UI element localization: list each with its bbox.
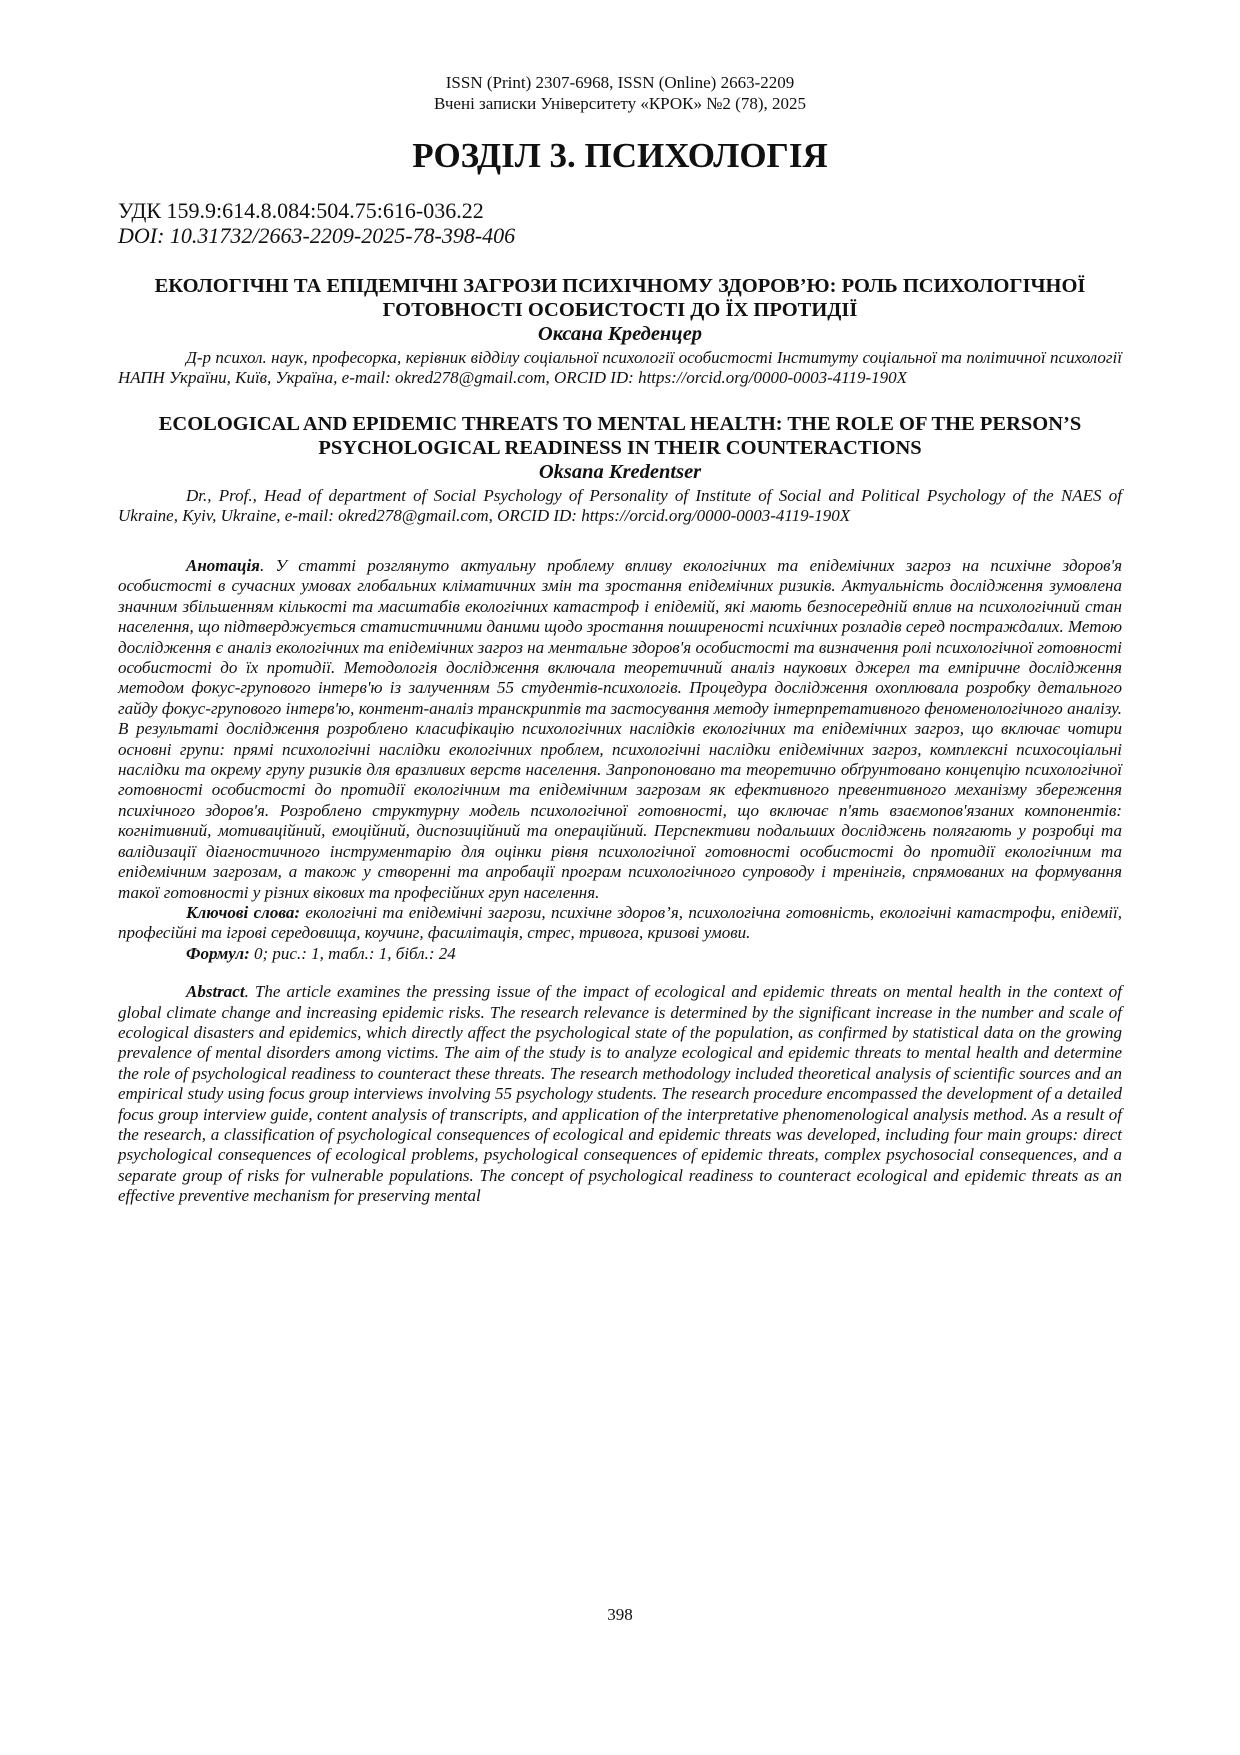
abstract-en	[118, 982, 1122, 1206]
section-title: РОЗДІЛ 3. ПСИХОЛОГІЯ	[412, 136, 828, 175]
doi[interactable]: DOI: 10.31732/2663-2209-2025-78-398-406	[118, 223, 516, 248]
keywords-uk	[118, 903, 1122, 964]
affiliation-uk: Д-р психол. наук, професорка, керівник відділу соціальної психології особистості Інституту соціальної та політичної психології НАПН України, Київ, Україна, e-mail: okred278@gmail.com, ORCID ID: https://orcid.org/0000-0003-4119-190X	[118, 348, 1122, 387]
keywords-text: екологічні та епідемічні загрози, психічне здоров’я, психологічна готовність, екологічні катастрофи, епідемії, професійні та ігрові середовища, коучинг, фасилітація, стрес, тривога, кризові умови.	[118, 902, 1122, 943]
annotation-label: Анотація	[186, 556, 260, 575]
stats-text: 0; рис.: 1, табл.: 1, бібл.: 24	[249, 943, 456, 963]
annotation-paragraph	[118, 556, 1122, 903]
author-name-en: Oksana Kredentser	[538, 461, 702, 483]
stats-label: Формул:	[186, 943, 250, 963]
annotation-uk	[118, 556, 1122, 903]
abstract-label: Abstract	[186, 982, 245, 1002]
article-en	[118, 412, 1122, 526]
issn-line: ISSN (Print) 2307-6968, ISSN (Online) 2663-2209	[445, 73, 795, 92]
abstract-paragraph	[118, 982, 1122, 1206]
abstract-text: . The article examines the pressing issue of the impact of ecological and epidemic threats on mental health in the context of global climate change and increasing epidemic risks. The research relevance is determined by the significant increase in the number and scale of ecological disasters and epidemics, which directly affect the psychological state of the population, as confirmed by statistical data on the growing prevalence of mental disorders among victims. The aim of the study is to analyze ecological and epidemic threats to mental health and determine the role of psychological readiness to counteract these threats. The research methodology included theoretical analysis of scientific sources and an empirical study using focus group interviews involving 55 psychology students. The research procedure encompassed the development of a detailed focus group interview guide, content analysis of transcripts, and application of the interpretative phenomenological analysis method. As a result of the research, a classification of psychological consequences of ecological and epidemic threats was developed, including four main groups: direct psychological consequences of ecological problems, psychological consequences of epidemic threats, complex psychosocial consequences, and a separate group of risks for vulnerable populations. The concept of psychological readiness to counteract ecological and epidemic threats as an effective preventive mechanism for preserving mental	[118, 982, 1122, 1206]
article-title-en: ECOLOGICAL AND EPIDEMIC THREATS TO MENTAL HEALTH: THE ROLE OF THE PERSON’S PSYCHOLOGICAL READINESS IN THEIR COUNTERACTIONS	[158, 413, 1082, 459]
identifiers	[118, 198, 1122, 248]
author-name-uk: Оксана Креденцер	[537, 323, 703, 345]
keywords-paragraph	[118, 903, 1122, 944]
article-title-uk: ЕКОЛОГІЧНІ ТА ЕПІДЕМІЧНІ ЗАГРОЗИ ПСИХІЧНОМУ ЗДОРОВ’Ю: РОЛЬ ПСИХОЛОГІЧНОЇ ГОТОВНОСТІ ОСОБИСТОСТІ ДО ЇХ ПРОТИДІЇ	[154, 275, 1086, 321]
annotation-text: . У статті розглянуто актуальну проблему впливу екологічних та епідемічних загроз на психічне здоров'я особистості в сучасних умовах глобальних кліматичних змін та зростання епідемічних ризиків. Актуальність дослідження зумовлена значним збільшенням кількості та масштабів екологічних катастроф і епідемій, які мають безпосередній вплив на психологічний стан населення, що підтверджується статистичними даними щодо зростання поширеності психічних розладів серед постраждалих. Метою дослідження є аналіз екологічних та епідемічних загроз на ментальне здоров'я особистості та визначення ролі психологічної готовності особистості до їх протидії. Методологія дослідження включала теоретичний аналіз наукових джерел та емпіричне дослідження методом фокус-групового інтерв'ю із залученням 55 студентів-психологів. Процедура дослідження охоплювала розробку детального гайду фокус-групового інтерв'ю, контент-аналіз транскриптів та застосування методу інтерпретативного феноменологічного аналізу. В результаті дослідження розроблено класифікацію психологічних наслідків екологічних та епідемічних загроз, що включає чотири основні групи: прямі психологічні наслідки екологічних проблем, психологічні наслідки епідемічних загроз, комплексні психосоціальні наслідки та окрему групу ризиків для вразливих верств населення. Запропоновано та теоретично обґрунтовано концепцію психологічної готовності особистості до протидії екологічним та епідемічним загрозам як ефективного превентивного механізму збереження психічного здоров'я. Розроблено структурну модель психологічної готовності, що включає п'ять взаємопов'язаних компонентів: когнітивний, мотиваційний, емоційний, диспозиційний та операційний. Перспективи подальших досліджень полягають у розробці та валідизації діагностичного інструментарію для оцінки рівня психологічної готовності особистості до протидії екологічним та епідемічним загрозам, а також у створенні та апробації програм психологічного супроводу і тренінгів, спрямованих на формування такої готовності у різних вікових та професійних груп населення.	[118, 556, 1122, 902]
page-number: 398	[607, 1605, 633, 1624]
udc-code: УДК 159.9:614.8.084:504.75:616-036.22	[118, 198, 484, 223]
journal-line: Вчені записки Університету «КРОК» №2 (78), 2025	[433, 94, 807, 113]
keywords-label: Ключові слова:	[186, 902, 300, 922]
article-uk	[118, 274, 1122, 388]
affiliation-en: Dr., Prof., Head of department of Social Psychology of Personality of Institute of Social and Political Psychology of the NAES of Ukraine, Kyiv, Ukraine, e-mail: okred278@gmail.com, ORCID ID: https://orcid.org/0000-0003-4119-190X	[118, 486, 1122, 525]
running-head	[118, 72, 1122, 114]
stats-paragraph	[118, 944, 1122, 964]
